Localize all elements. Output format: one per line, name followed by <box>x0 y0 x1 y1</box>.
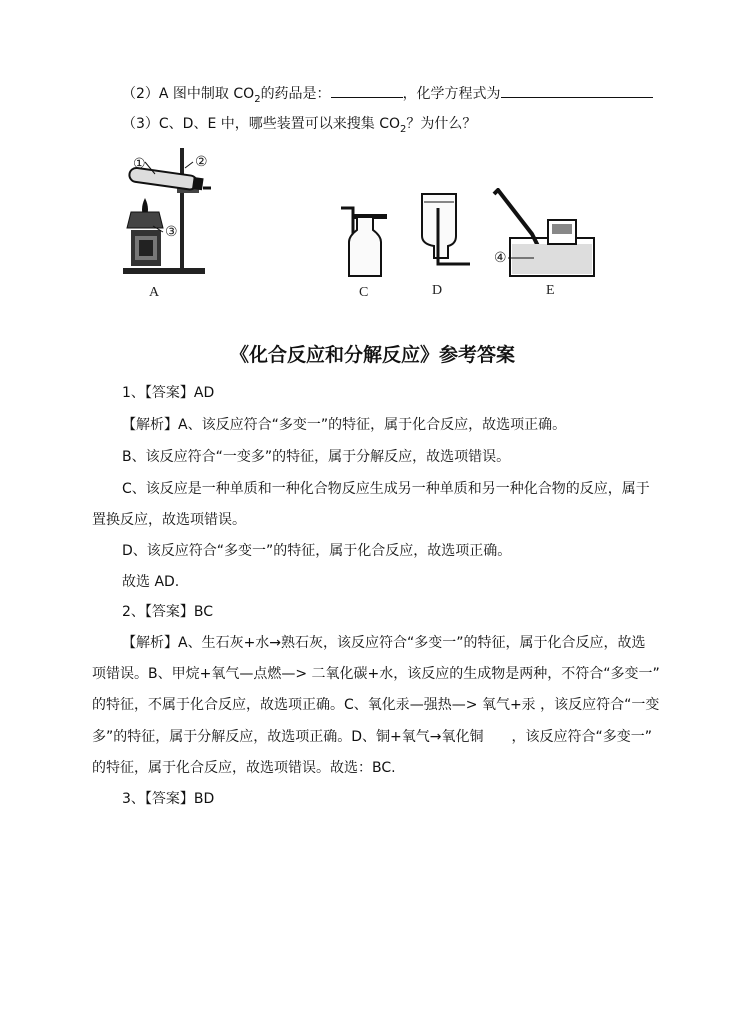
q3-suffix: ？为什么？ <box>406 116 477 132</box>
label-c: C <box>359 285 369 300</box>
answer-line: D、该反应符合“多变一”的特征，属于化合反应，故选项正确。 <box>122 543 512 559</box>
svg-text:①: ① <box>133 157 146 172</box>
apparatus-c-figure <box>335 190 395 300</box>
question-3 <box>122 114 476 140</box>
answer-line: B、该反应符合“一变多”的特征，属于分解反应，故选项错误。 <box>122 449 511 465</box>
answer-line: 多”的特征，属于分解反应，故选项正确。D、铜+氧气→氧化铜 ，该反应符合“多变一” <box>92 729 652 745</box>
apparatus-d-figure <box>412 188 472 300</box>
answer-line: 2、【答案】BC <box>122 604 214 620</box>
apparatus-a-figure <box>115 140 215 300</box>
svg-text:③: ③ <box>165 225 178 240</box>
answer-line: 【解析】A、生石灰+水→熟石灰，该反应符合“多变一”的特征，属于化合反应，故选 <box>122 635 646 651</box>
answer-title: 《化合反应和分解反应》参考答案 <box>229 344 515 366</box>
answer-line: 项错误。B、甲烷+氧气—点燃—> 二氧化碳+水，该反应的生成物是两种，不符合“多变一” <box>92 666 660 682</box>
answer-line: 1、【答案】AD <box>122 385 215 401</box>
q2-subscript: 2 <box>254 93 261 105</box>
q2-sep: ，化学方程式为 <box>402 86 501 102</box>
apparatus-e-figure <box>488 188 598 300</box>
label-e: E <box>546 283 555 298</box>
q3-prefix: （3）C、D、E 中，哪些装置可以来搜集 CO <box>122 116 401 132</box>
answer-line: 的特征，不属于化合反应，故选项正确。C、氧化汞—强热—> 氧气+汞 ，该反应符合“一变 <box>92 697 660 713</box>
answer-line: 的特征，属于化合反应，故选项错误。故选：BC. <box>92 760 396 776</box>
q2-blank-equation[interactable] <box>501 82 653 98</box>
answer-line: 3、【答案】BD <box>122 791 215 807</box>
answer-line: 故选 AD. <box>122 574 180 590</box>
q2-blank-reagent[interactable] <box>331 82 403 98</box>
q2-mid: 的药品是： <box>260 86 331 102</box>
answer-line: C、该反应是一种单质和一种化合物反应生成另一种单质和另一种化合物的反应，属于 <box>122 481 650 497</box>
question-2 <box>122 82 653 110</box>
q2-prefix: （2）A 图中制取 CO <box>122 86 255 102</box>
label-d: D <box>432 283 443 298</box>
svg-text:②: ② <box>195 155 208 170</box>
answer-line: 置换反应，故选项错误。 <box>92 512 246 528</box>
svg-text:④: ④ <box>494 251 507 266</box>
label-a: A <box>149 285 160 300</box>
q3-subscript: 2 <box>400 123 407 135</box>
answer-line: 【解析】A、该反应符合“多变一”的特征，属于化合反应，故选项正确。 <box>122 417 567 433</box>
